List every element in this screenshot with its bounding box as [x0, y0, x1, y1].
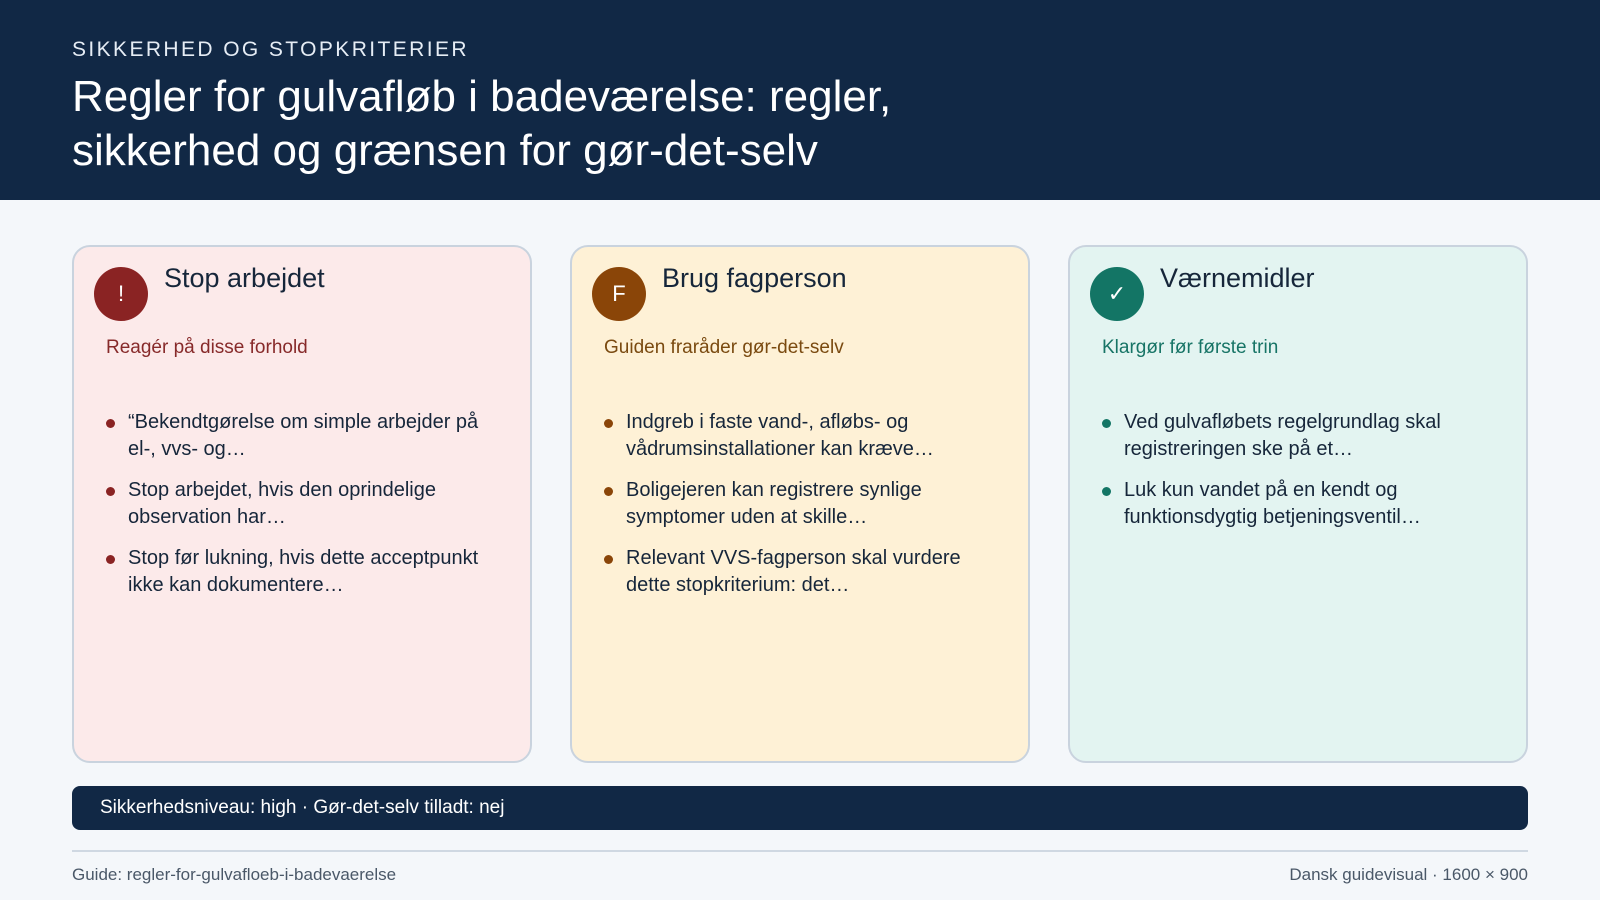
bullet-list — [1102, 409, 1502, 545]
card-protective-gear — [1068, 245, 1528, 763]
status-bar: Sikkerhedsniveau: high · Gør-det-selv tilladt: nej — [72, 786, 1528, 830]
list-item: Ved gulvafløbets regelgrundlag skal registreringen ske på et… — [1102, 409, 1502, 463]
card-stop-work — [72, 245, 532, 763]
footer-credit: Dansk guidevisual · 1600 × 900 — [1289, 865, 1528, 884]
card-subtitle: Klargør før første trin — [1102, 337, 1279, 358]
exclamation-icon: ! — [94, 267, 148, 321]
card-title: Stop arbejdet — [164, 263, 325, 293]
list-item: Stop arbejdet, hvis den oprindelige observation har… — [106, 477, 506, 531]
card-title: Værnemidler — [1160, 263, 1315, 293]
divider — [72, 850, 1528, 852]
bullet-list — [106, 409, 506, 613]
list-item: “Bekendtgørelse om simple arbejder på el-, vvs- og… — [106, 409, 506, 463]
letter-f-icon: F — [592, 267, 646, 321]
list-item: Relevant VVS-fagperson skal vurdere dette stopkriterium: det… — [604, 545, 1004, 599]
card-subtitle: Reagér på disse forhold — [106, 337, 308, 358]
list-item: Luk kun vandet på en kendt og funktionsdygtig betjeningsventil… — [1102, 477, 1502, 531]
list-item: Stop før lukning, hvis dette acceptpunkt ikke kan dokumentere… — [106, 545, 506, 599]
page-title: Regler for gulvafløb i badeværelse: regler, sikkerhed og grænsen for gør-det-selv — [72, 72, 892, 175]
eyebrow-label: SIKKERHED OG STOPKRITERIER — [72, 38, 469, 61]
card-subtitle: Guiden fraråder gør-det-selv — [604, 337, 844, 358]
header — [0, 0, 1600, 200]
checkmark-icon: ✓ — [1090, 267, 1144, 321]
bullet-list — [604, 409, 1004, 613]
card-title: Brug fagperson — [662, 263, 847, 293]
list-item: Indgreb i faste vand-, afløbs- og vådrumsinstallationer kan kræve… — [604, 409, 1004, 463]
card-use-professional — [570, 245, 1030, 763]
footer-guide-label: Guide: regler-for-gulvafloeb-i-badevaerelse — [72, 865, 397, 884]
list-item: Boligejeren kan registrere synlige symptomer uden at skille… — [604, 477, 1004, 531]
